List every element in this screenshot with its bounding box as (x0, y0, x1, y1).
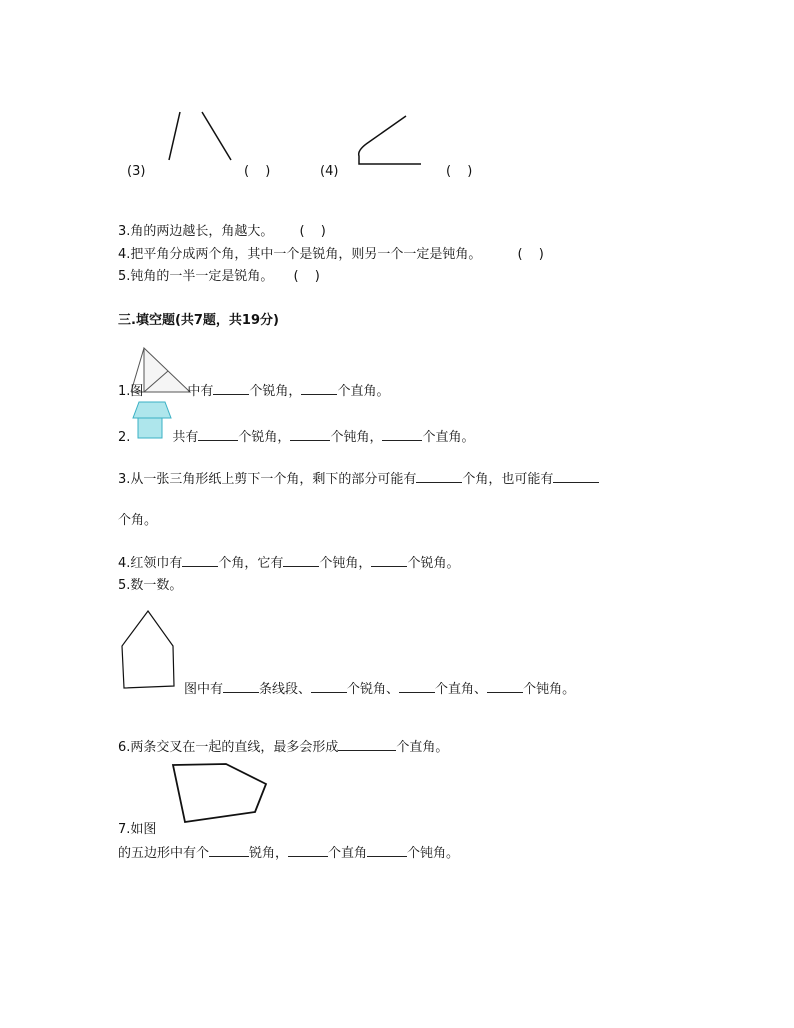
judgement-item-3 (118, 220, 332, 239)
judgement-item-4 (118, 243, 550, 262)
q1-text-c: 个直角。 (337, 384, 390, 399)
q6-text-b: 个直角。 (396, 740, 449, 755)
judgement-text: 4.把平角分成两个角，其中一个是锐角，则另一个一定是钝角。 (118, 247, 482, 262)
q4-text-a: 4.红领巾有 (118, 556, 183, 571)
q7-label: 7.如图 (118, 822, 157, 837)
q7-blank-right[interactable] (288, 844, 328, 857)
question-4 (118, 552, 459, 571)
q5-title: 5.数一数。 (118, 578, 183, 593)
q3-line-2: 个角。 (118, 513, 158, 528)
q5-blank-segments[interactable] (223, 680, 259, 693)
q4-blank-3[interactable] (371, 554, 407, 567)
q1-text-b: 个锐角， (249, 384, 302, 399)
q7-blank-acute[interactable] (209, 844, 249, 857)
q5-text-e: 个钝角。 (523, 682, 576, 697)
q4-text-b: 个角，它有 (218, 556, 284, 571)
q6-blank[interactable] (338, 738, 396, 751)
judgement-item-5 (118, 265, 326, 284)
q5-blank-acute[interactable] (311, 680, 347, 693)
q4-text-d: 个锐角。 (407, 556, 460, 571)
q7-text-c: 个直角 (328, 846, 368, 861)
q5-text-c: 个锐角、 (347, 682, 400, 697)
q6-text-a: 6.两条交叉在一起的直线，最多会形成 (118, 740, 339, 755)
figure-3-angle (160, 110, 240, 170)
q2-blank-acute[interactable] (198, 428, 238, 441)
q7-text-d: 个钝角。 (407, 846, 460, 861)
question-5 (184, 678, 575, 697)
q5-blank-obtuse[interactable] (487, 680, 523, 693)
item4-answer-paren[interactable]: ( ) (446, 164, 479, 179)
q3-text-a: 3.从一张三角形纸上剪下一个角，剩下的部分可能有 (118, 472, 417, 487)
q7-text-b: 锐角， (249, 846, 289, 861)
q5-text-a: 图中有 (184, 682, 224, 697)
q5-text-b: 条线段、 (259, 682, 312, 697)
q1-prefix: 1.图 (118, 384, 144, 399)
q2-blank-right[interactable] (382, 428, 422, 441)
q1-text-a: 中有 (187, 384, 214, 399)
q4-blank-2[interactable] (283, 554, 319, 567)
section-3-title: 三.填空题(共7题，共19分) (118, 313, 279, 328)
question-1 (118, 380, 389, 399)
question-2 (118, 426, 474, 445)
q2-text-d: 个直角。 (422, 430, 475, 445)
q7-text-a: 的五边形中有个 (118, 846, 210, 861)
judgement-text: 5.钝角的一半一定是锐角。 (118, 269, 274, 284)
judgement-paren[interactable]: ( ) (293, 269, 326, 284)
q2-blank-obtuse[interactable] (290, 428, 330, 441)
question-6 (118, 736, 448, 755)
item3-label: (3) (127, 164, 146, 179)
q3-text-b: 个角，也可能有 (462, 472, 554, 487)
q4-blank-1[interactable] (182, 554, 218, 567)
q1-blank-acute[interactable] (213, 382, 249, 395)
judgement-paren[interactable]: ( ) (299, 224, 332, 239)
q2-text-b: 个锐角， (238, 430, 291, 445)
q4-text-c: 个钝角， (319, 556, 372, 571)
pentagon-figure (168, 760, 272, 826)
q1-blank-right[interactable] (301, 382, 337, 395)
judgement-paren[interactable]: ( ) (517, 247, 550, 262)
pentagon-house-figure (118, 608, 180, 692)
question-7 (118, 842, 459, 861)
figure-4-curved-angle (355, 112, 415, 172)
question-3 (118, 468, 599, 487)
q3-blank-2[interactable] (553, 470, 599, 483)
judgement-text: 3.角的两边越长，角越大。 (118, 224, 274, 239)
q3-blank-1[interactable] (416, 470, 462, 483)
q5-text-d: 个直角、 (435, 682, 488, 697)
q2-prefix: 2. (118, 430, 131, 445)
q5-blank-right[interactable] (399, 680, 435, 693)
q2-text-c: 个钝角， (330, 430, 383, 445)
q7-blank-obtuse[interactable] (367, 844, 407, 857)
item3-answer-paren[interactable]: ( ) (244, 164, 277, 179)
q2-text-a: 共有 (172, 430, 199, 445)
item4-label: (4) (320, 164, 339, 179)
